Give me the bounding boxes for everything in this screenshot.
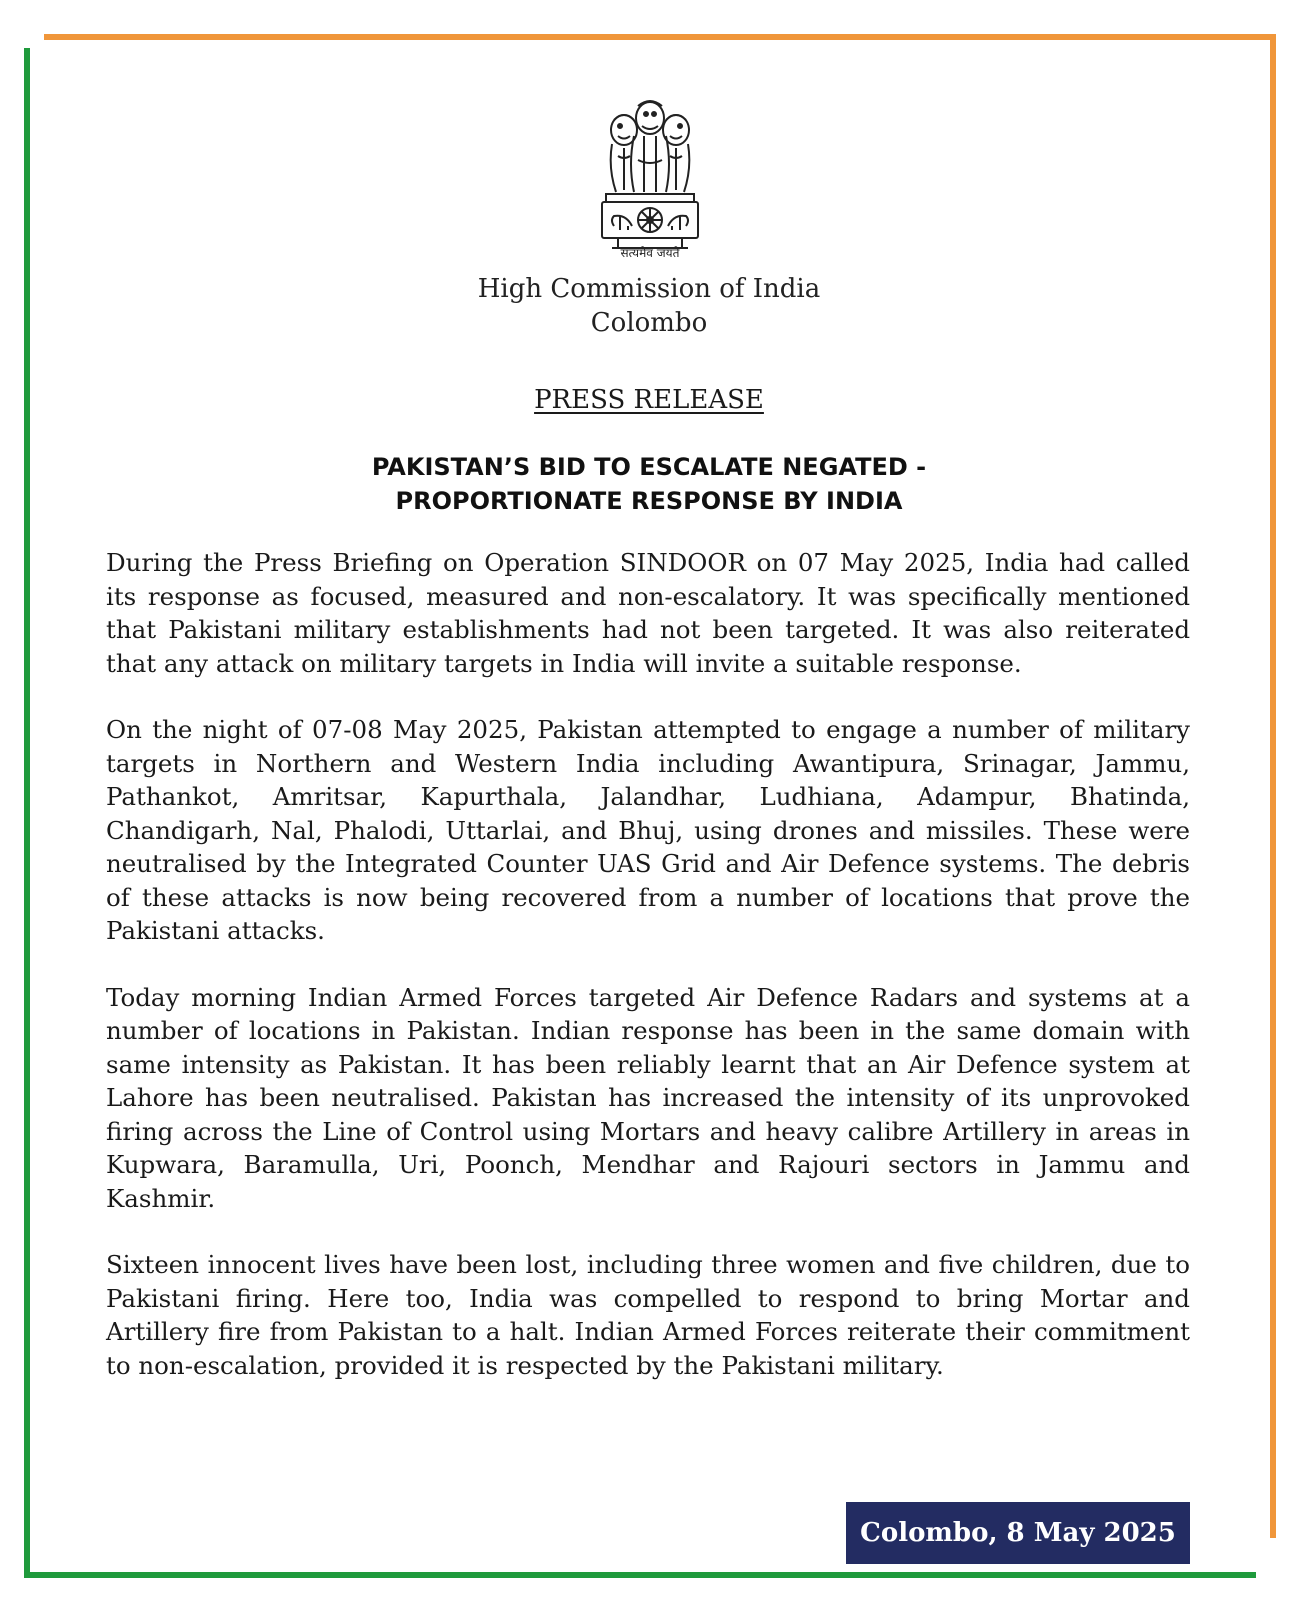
dateline-badge: Colombo, 8 May 2025 [846, 1502, 1190, 1564]
issuer-city: Colombo [590, 308, 708, 338]
headline-line-2: PROPORTIONATE RESPONSE BY INDIA [395, 487, 903, 515]
national-emblem-icon [598, 96, 702, 256]
headline-line-1: PAKISTAN’S BID TO ESCALATE NEGATED - [371, 453, 927, 481]
press-release-label [0, 384, 1298, 416]
issuer-name: High Commission of India [477, 274, 821, 304]
green-border-bottom [24, 1572, 1256, 1578]
headline [0, 450, 1298, 518]
paragraph-2: On the night of 07-08 May 2025, Pakistan attempted to engage a number of military targets in Northern and Western India including Awantipura, Srinagar, Jammu, Pathankot, Amritsar, Kapurthala, Jalandhar, Ludhiana, Adampur, Bhatinda, Chandigarh, Nal, Phalodi, Uttarlai, and Bhuj, using drones and missiles. These were neutralised by the Integrated Counter UAS Grid and Air Defence systems. The debris of these attacks is now being recovered from a number of locations that prove the Pakistani attacks. [106, 715, 1190, 945]
issuer-header [0, 272, 1298, 340]
emblem-motto: सत्यमेव जयते [620, 246, 680, 260]
paragraph-3: Today morning Indian Armed Forces targeted Air Defence Radars and systems at a number of locations in Pakistan. Indian response has been in the same domain with same intensity as Pakistan. It has been reliably learnt that an Air Defence system at Lahore has been neutralised. Pakistan has increased the intensity of its unprovoked firing across the Line of Control using Mortars and heavy calibre Artillery in areas in Kupwara, Baramulla, Uri, Poonch, Mendhar and Rajouri sectors in Jammu and Kashmir. [106, 982, 1190, 1213]
saffron-border-top [44, 34, 1276, 40]
release-body [106, 546, 1190, 1415]
paragraph-4: Sixteen innocent lives have been lost, including three women and five children, due to Pakistani firing. Here too, India was compelled to respond to bring Mortar and Artillery fire from Pakistan to a halt. Indian Armed Forces reiterate their commitment to non-escalation, provided it is respected by the Pakistani military. [106, 1250, 1190, 1380]
saffron-border-right [1270, 34, 1276, 1538]
press-release-text: PRESS RELEASE [534, 385, 764, 415]
paragraph-1: During the Press Briefing on Operation SINDOOR on 07 May 2025, India had called its response as focused, measured and non-escalatory. It was specifically mentioned that Pakistani military establishments had not been targeted. It was also reiterated that any attack on military targets in India will invite a suitable response. [106, 548, 1190, 678]
